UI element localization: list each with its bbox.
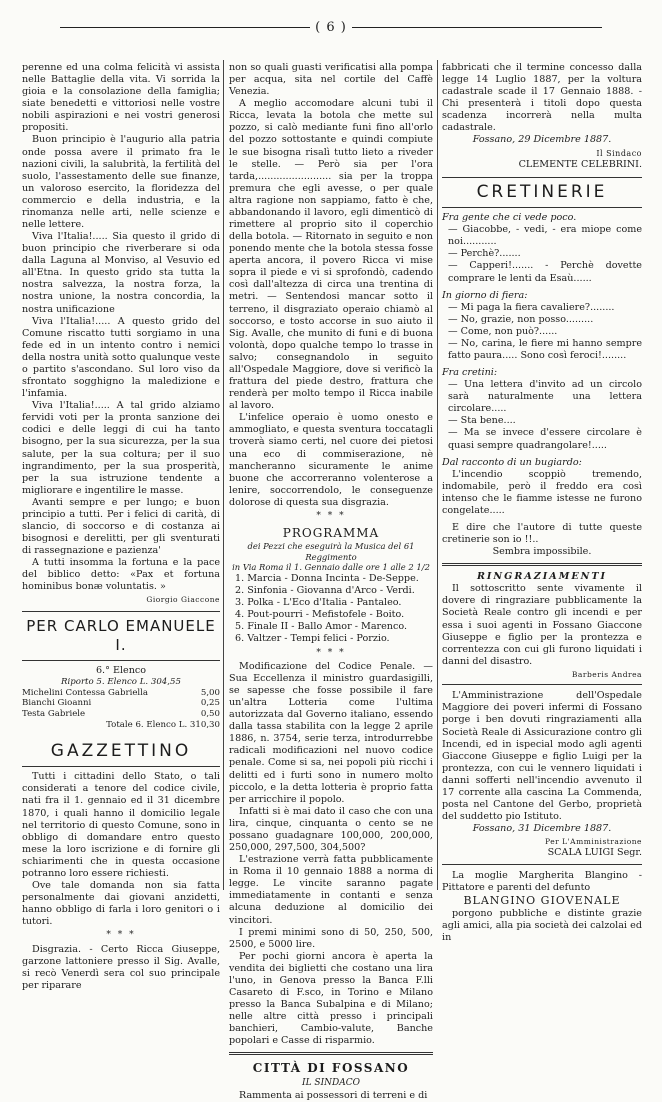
- program-item: 6. Valtzer - Tempi felici - Porzio.: [235, 633, 390, 645]
- sindaco-heading: IL SINDACO: [302, 1078, 360, 1089]
- column-2: [229, 62, 433, 1102]
- dialogue: [442, 302, 642, 362]
- column-divider: [223, 60, 224, 890]
- section-divider: [442, 563, 642, 566]
- gazzettino-title: GAZZETTINO: [22, 737, 220, 767]
- paragraph: L'Amministrazione dell'Ospedale Maggiore dei poveri infermi di Fossano porge i ben dovuti ringraziamenti alla Società Reale di Assicurazione contro gli Incendi, ed in ispecial modo agli agenti Giaccone Giuseppe e figlio Luigi per la prontezza, con cui le vennero liquidati i danni sofferti nell'incendio avvenuto il 17 corrente alla cascina La Commenda, posta nel Cantone del Gerbo, proprietà del suddetto pio Istituto.: [442, 690, 642, 823]
- signature: Barberis Andrea: [571, 669, 642, 679]
- ringraziamenti-title: RINGRAZIAMENTI: [476, 571, 608, 583]
- donor-name: Testa Gabriele: [22, 709, 86, 720]
- dialogue-line: — Sta bene....: [448, 415, 516, 427]
- dialogue-line: — Perchè?.......: [448, 248, 521, 260]
- program-item: 4. Pout-pourri - Mefistofele - Boito.: [235, 609, 405, 621]
- cretinerie-intro: In giorno di fiera:: [442, 289, 528, 301]
- paragraph: Viva l'Italia!..... Sia questo il grido di buon principio che riverberare si oda dalla Laguna al Monviso, al Vesuvio ed all'Etna. In questo grido sta tutta la nostra salvezza, la nostra forza, la nostra unione, la nostra concordia, la nostra unificazione: [22, 231, 220, 315]
- paragraph: Infatti si è mai dato il caso che con una lira, cinque, cinquanta o cento se ne possano guadagnare 100,000, 200,000, 250,000, 297,500, 304,500?: [229, 805, 433, 854]
- dialogue-line: — Capperi!....... - Perchè dovette comprare le lenti da Esaù......: [448, 260, 642, 284]
- paragraph: I premi minimi sono di 50, 250, 500, 2500, e 5000 lire.: [229, 926, 433, 950]
- paragraph: Il sottoscritto sente vivamente il dovere di ringraziare pubblicamente la Società Reale contro gli incendi e per essa i suoi agenti in Fossano Giaccone Giuseppe e figlio per la prontezza e correntezza con cui gli furono liquidati i danni del disastro.: [442, 583, 642, 667]
- donor-name: Bianchi Gioanni: [22, 698, 92, 709]
- separator-stars: * * *: [316, 647, 346, 658]
- city-title: CITTÀ DI FOSSANO: [252, 1061, 410, 1076]
- paragraph: Rammenta ai possessori di terreni e di: [239, 1089, 428, 1101]
- donor-row: [22, 688, 220, 699]
- sindaco-name: CLEMENTE CELEBRINI.: [518, 158, 642, 170]
- programma-title: PROGRAMMA: [282, 526, 380, 541]
- page-number: ( 6 ): [0, 20, 662, 35]
- dialogue-line: — Giacobbe, - vedi, - era miope come noi...........: [448, 224, 642, 248]
- program-list: [229, 573, 433, 645]
- sindaco-label: Il Sindaco: [596, 148, 642, 158]
- paragraph: E dire che l'autore di tutte queste cretinerie son io !!..: [442, 521, 642, 546]
- paragraph: Ove tale domanda non sia fatta personalmente dai giovani anzidetti, hanno obbligo di farla i loro genitori o i tutori.: [22, 879, 220, 928]
- paragraph: Buon principio è l'augurio alla patria onde possa avere il primato fra le nazioni civili, la salubrità, la fertilità del suolo, l'assestamento delle sue finanze, un valoroso esercito, la floridezza del commercio e della industria, e la rinomanza nelle arti, nelle scienze e nelle lettere.: [22, 134, 220, 231]
- paragraph: Viva l'Italia!..... A tal grido alziamo fervidi voti per la pronta sanzione dei codici e delle leggi di cui ha tanto bisogno, per la sua sicurezza, per la sua salute, per la sua coltura; per il suo ingrandimento, per la sua prosperità, per la sua istruzione tendente a migliorare e ingentilire le masse.: [22, 400, 220, 496]
- carlo-emanuele-title: PER CARLO EMANUELE I.: [22, 611, 220, 661]
- dialogue-line: — No, grazie, non posso.........: [448, 313, 594, 325]
- donor-row: [22, 709, 220, 720]
- page-number-value: 6: [326, 20, 336, 35]
- column-divider: [437, 60, 438, 890]
- divider: [442, 864, 642, 865]
- paragraph: Viva l'Italia!..... A questo grido del Comune riscatto tutti sorgiamo in una fede ed in un intento contro i nemici della nostra unità sotto qualunque veste o partito s'ascondano. Sul loro viso da sfrontato sogghigno la maledizione e l'infamia.: [22, 315, 220, 400]
- donor-name: Michelini Contessa Gabriella: [22, 687, 149, 698]
- paragraph: A tutti insomma la fortuna e la pace del biblico detto: «Pax et fortuna hominibus bonæ voluntatis. »: [22, 557, 220, 593]
- per-amministrazione: Per L'Amministrazione: [545, 837, 642, 847]
- left-rule: [60, 27, 310, 28]
- dialogue: [442, 224, 642, 284]
- riporto: Riporto 5. Elenco L. 304,55: [61, 676, 181, 687]
- divider: [442, 684, 642, 685]
- dialogue-line: — Ma se invece d'essere circolare è quasi sempre quadrangolare!.....: [448, 427, 642, 451]
- paragraph: L'incendio scoppiò tremendo, indomabile, però il freddo era così intenso che le fiamme istesse ne furono congelate.....: [442, 468, 642, 516]
- secretary-name: SCALA LUIGI Segr.: [547, 846, 642, 858]
- cretinerie-title: CRETINERIE: [442, 177, 642, 208]
- column-3: [442, 62, 642, 944]
- date: Fossano, 31 Dicembre 1887.: [472, 823, 612, 835]
- dialogue: [442, 379, 642, 451]
- cretinerie-intro: Fra gente che ci vede poco.: [442, 212, 577, 224]
- elenco-title: 6.° Elenco: [95, 664, 147, 676]
- paragraph: L'estrazione verrà fatta pubblicamente in Roma il 10 gennaio 1888 a norma di legge. Le vincite saranno pagate immediatamente in contanti e senza alcuna deduzione al domicilio dei vincitori.: [229, 854, 433, 926]
- donor-row: [22, 698, 220, 709]
- cretinerie-intro: Fra cretini:: [442, 367, 498, 379]
- new-year-intro: perenne ed una colma felicità vi assista nelle Battaglie della vita. Vi sorrida la gioia e la consolazione della famiglia; siate benedetti e vittoriosi nelle vostre nobili aspirazioni e nei vostri generosi propositi.: [22, 62, 220, 134]
- dialogue-line: — Mi paga la fiera cavaliere?........: [448, 301, 615, 313]
- donor-amount: 0,50: [200, 709, 220, 720]
- paragraph: Avanti sempre e per lungo; e buon principio a tutti. Per i felici di carità, di slancio, di soccorso e di costanza ai bisognosi e derelitti, per gli sventurati di rassegnazione e pazienza': [22, 496, 220, 557]
- paragraph: La moglie Margherita Blangino - Pittatore e parenti del defunto: [442, 869, 642, 893]
- paragraph: non so quali guasti verificatisi alla pompa per acqua, sita nel cortile del Caffè Venezia.: [229, 62, 433, 98]
- program-item: 1. Marcia - Donna Incinta - De-Seppe.: [235, 573, 419, 585]
- paragraph: Per pochi giorni ancora è aperta la vendita dei biglietti che costano una lira l'uno, in Genova presso la Banca F.lli Casareto di F.sco, in Torino e Milano presso la Banca Subalpina e di Milano; nelle altre città presso i principali banchieri, Cambio-valute, Banche popolari e Casse di risparmio.: [229, 950, 433, 1047]
- date: Fossano, 29 Dicembre 1887.: [472, 134, 612, 146]
- column-1: [22, 62, 220, 992]
- signoff: Sembra impossibile.: [492, 546, 592, 558]
- lotteria-paragraph: Modificazione del Codice Penale. — Sua Eccellenza il ministro guardasigilli, se sapesse che fosse possibile il fare un'altra Lotteria come l'ultima autorizzata dal Governo italiano, essendo dalla tassa stabilita con la legge 2 aprile 1886, n. 3754, serie terza, introdurrebbe radicali modificazioni nel nuovo codice penale. Come si sa, nei popoli più ricchi i delitti ed i furti sono in numero molto piccolo, e la detta lotteria è proprio fatta per arricchire il popolo.: [229, 660, 433, 805]
- right-rule: [352, 27, 602, 28]
- cretinerie-intro: Dal racconto di un bugiardo:: [442, 456, 582, 468]
- paragraph: porgono pubbliche e distinte grazie agli amici, alla pia società dei calzolai ed in: [442, 907, 642, 943]
- signature: Giorgio Giaccone: [146, 595, 220, 605]
- paragraph: L'infelice operaio è uomo onesto e ammogliato, e questa sventura toccatagli troverà siamo certi, nel cuore dei pietosi una eco di commiserazione, nè mancheranno sicuramente le anime buone che accorreranno volenterose a lenire, soccorrendolo, le conseguenze dolorose di questa sua disgrazia.: [229, 412, 433, 508]
- programma-subtitle: dei Pezzi che eseguirà la Musica del 61 Reggimento: [247, 541, 415, 562]
- program-item: 5. Finale II - Ballo Amor - Marenco.: [235, 621, 408, 633]
- paragraph: Tutti i cittadini dello Stato, o tali considerati a tenore del codice civile, nati fra il 1. gennaio ed il 31 dicembre 1870, i quali hanno il domicilio legale nel territorio di questo Comune, sono in obbligo di domandare entro questo mese la loro iscrizione e di fornire gli schiarimenti che in questa occasione potranno loro essere richiesti.: [22, 771, 220, 879]
- dialogue-line: — No, carina, le fiere mi hanno sempre fatto paura..... Sono così feroci!........: [448, 337, 642, 361]
- section-divider: [229, 1052, 433, 1055]
- totale: Totale 6. Elenco L. 310,30: [106, 720, 220, 731]
- separator-stars: * * *: [316, 510, 346, 521]
- donor-amount: 5,00: [200, 687, 220, 698]
- program-item: 3. Polka - L'Eco d'Italia - Pantaleo.: [235, 597, 402, 609]
- programma-subtitle: in Via Roma il 1. Gennaio dalle ore 1 alle 2 1/2: [232, 562, 430, 573]
- deceased-name: BLANGINO GIOVENALE: [463, 893, 621, 907]
- paragraph: A meglio accomodare alcuni tubi il Ricca, levata la botola che mette sul pozzo, si calò mediante funi fino all'orlo del pozzo sottostante e quindi compiute le sue bisogna risalì tutto lieto a riveder le stelle. — Però sia per l'ora tarda,........................ sia per la troppa premura che egli avesse, o per quale altra ragione non sappiamo, fatto è che, abbandonando il lavoro, egli dimenticò di rimettere al proprio sito il coperchio della botola. — Ritornato in seguito e non ponendo mente che la botola stessa fosse aperta ancora, il povero Ricca vi mise sopra il piede e vi si sprofondò, cadendo così dall'altezza di circa una trentina di metri. — Sentendosi mancar sotto il terreno, il disgraziato operaio chiamò al soccorso, e tosto accorse in suo aiuto il Sig. Avalle, che munito di funi e di buona volontà, dopo qualche tempo lo trasse in salvo; consegnandolo in seguito all'Ospedale Maggiore, dove si verificò la frattura del piede destro, frattura che renderà per molto tempo il Ricca inabile al lavoro.: [229, 98, 433, 412]
- separator-stars: * * *: [106, 930, 136, 941]
- dialogue-line: — Una lettera d'invito ad un circolo sarà naturalmente una lettera circolare.....: [448, 379, 642, 415]
- donor-amount: 0,25: [200, 698, 220, 709]
- paragraph: fabbricati che il termine concesso dalla legge 14 Luglio 1887, per la voltura cadastrale scade il 17 Gennaio 1888. - Chi presenterà i titoli dopo questa scadenza incorrerà nella multa cadastrale.: [442, 62, 642, 134]
- program-item: 2. Sinfonia - Giovanna d'Arco - Verdi.: [235, 585, 415, 597]
- disgrazia-paragraph: Disgrazia. - Certo Ricca Giuseppe, garzone lattoniere presso il Sig. Avalle, si recò Venerdì sera col suo principale per riparare: [22, 943, 220, 991]
- dialogue-line: — Come, non può?......: [448, 325, 558, 337]
